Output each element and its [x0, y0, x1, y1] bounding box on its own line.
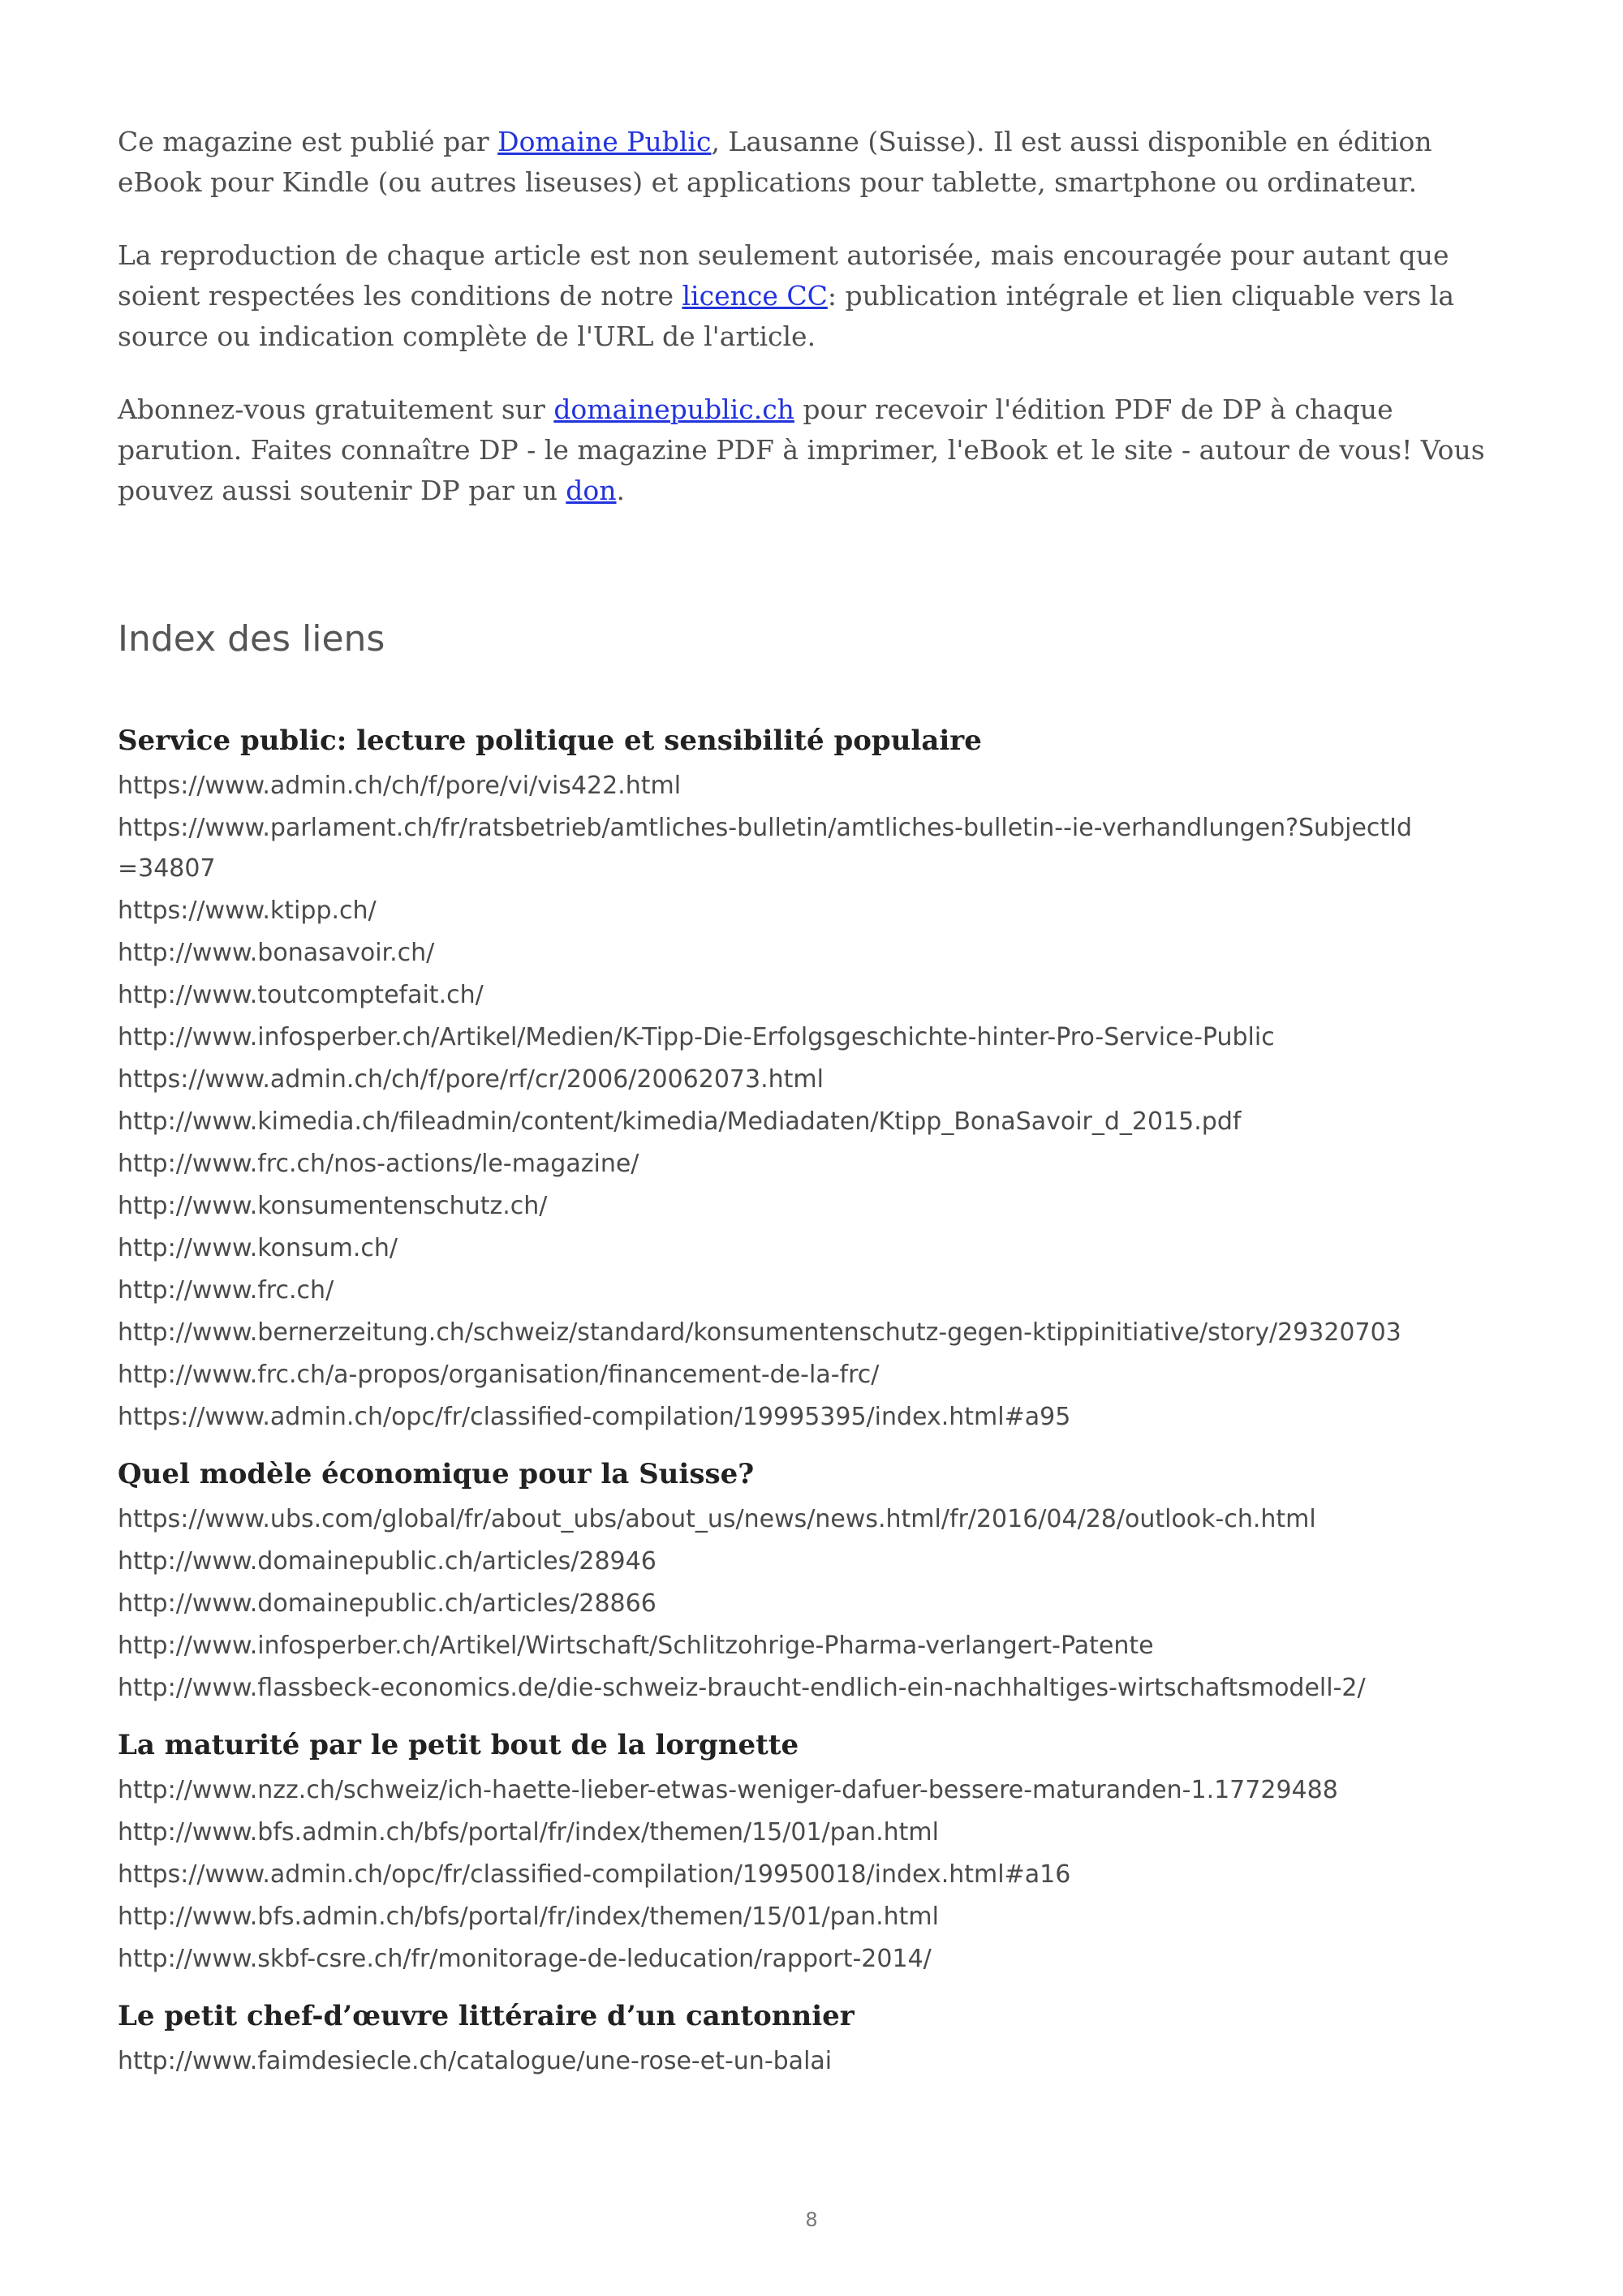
link-list — [118, 2041, 1513, 2082]
section-title: Service public: lecture politique et sensibilité populaire — [118, 724, 982, 757]
section-title: Le petit chef-d’œuvre littéraire d’un cantonnier — [118, 2000, 855, 2032]
link-url[interactable]: http://www.skbf-csre.ch/fr/monitorage-de-leducation/rapport-2014/ — [118, 1945, 932, 1973]
index-section — [118, 1452, 1513, 1709]
index-title: Index des liens — [118, 618, 385, 660]
link-url[interactable]: http://www.bfs.admin.ch/bfs/portal/fr/index/themen/15/01/pan.html — [118, 1903, 939, 1931]
domaine-public-link[interactable]: Domaine Public — [497, 126, 712, 157]
link-url[interactable]: http://www.flassbeck-economics.de/die-schweiz-braucht-endlich-ein-nachhaltiges-wirtschaftsmodell-2/ — [118, 1674, 1366, 1702]
don-link[interactable]: don — [566, 475, 617, 506]
link-url[interactable]: http://www.konsumentenschutz.ch/ — [118, 1192, 548, 1220]
link-url[interactable]: http://www.frc.ch/nos-actions/le-magazine/ — [118, 1150, 639, 1178]
section-title: La maturité par le petit bout de la lorgnette — [118, 1729, 799, 1761]
document-page — [118, 122, 1513, 2096]
link-url[interactable]: http://www.infosperber.ch/Artikel/Wirtschaft/Schlitzohrige-Pharma-verlangert-Patente — [118, 1632, 1154, 1660]
intro-block — [118, 122, 1513, 511]
link-url[interactable]: http://www.kimedia.ch/fileadmin/content/kimedia/Mediadaten/Ktipp_BonaSavoir_d_2015.pdf — [118, 1107, 1242, 1136]
link-url[interactable]: https://www.ktipp.ch/ — [118, 896, 377, 925]
link-url[interactable]: http://www.bernerzeitung.ch/schweiz/standard/konsumentenschutz-gegen-ktippinitiative/story/29320703 — [118, 1318, 1401, 1347]
link-list — [118, 1770, 1513, 1980]
link-url[interactable]: http://www.toutcomptefait.ch/ — [118, 981, 484, 1009]
link-url[interactable]: http://www.faimdesiecle.ch/catalogue/une-rose-et-un-balai — [118, 2047, 833, 2075]
link-url[interactable]: http://www.bonasavoir.ch/ — [118, 939, 435, 967]
link-url[interactable]: http://www.infosperber.ch/Artikel/Medien/K-Tipp-Die-Erfolgsgeschichte-hinter-Pro-Service-Public — [118, 1023, 1275, 1051]
link-list — [118, 766, 1513, 1438]
link-url[interactable]: https://www.parlament.ch/fr/ratsbetrieb/amtliches-bulletin/amtliches-bulletin--ie-verhandlungen?SubjectId=34807 — [118, 814, 1413, 883]
link-url[interactable]: http://www.bfs.admin.ch/bfs/portal/fr/index/themen/15/01/pan.html — [118, 1818, 939, 1847]
intro-paragraph-3: Abonnez-vous gratuitement sur domainepublic.ch pour recevoir l'édition PDF de DP à chaque parution. Faites connaître DP - le magazine PDF à imprimer, l'eBook et le site - autour de vous! Vous pouvez aussi soutenir DP par un don. — [118, 393, 1485, 506]
link-url[interactable]: https://www.admin.ch/ch/f/pore/vi/vis422.html — [118, 772, 682, 800]
link-url[interactable]: http://www.domainepublic.ch/articles/28866 — [118, 1589, 657, 1618]
link-url[interactable]: http://www.nzz.ch/schweiz/ich-haette-lieber-etwas-weniger-dafuer-bessere-maturanden-1.17729488 — [118, 1776, 1338, 1804]
page-number: 8 — [805, 2208, 818, 2231]
link-url[interactable]: https://www.admin.ch/opc/fr/classified-compilation/19995395/index.html#a95 — [118, 1403, 1071, 1431]
link-url[interactable]: https://www.admin.ch/ch/f/pore/rf/cr/2006/20062073.html — [118, 1065, 824, 1094]
index-sections — [118, 719, 1513, 2082]
domainepublic-link[interactable]: domainepublic.ch — [553, 393, 794, 425]
section-title: Quel modèle économique pour la Suisse? — [118, 1458, 755, 1490]
link-list — [118, 1499, 1513, 1709]
link-url[interactable]: http://www.frc.ch/a-propos/organisation/financement-de-la-frc/ — [118, 1361, 880, 1389]
index-section — [118, 719, 1513, 1438]
intro-paragraph-2: La reproduction de chaque article est non seulement autorisée, mais encouragée pour autant que soient respectées les conditions de notre licence CC: publication intégrale et lien cliquable vers la source ou indication complète de l'URL de l'article. — [118, 239, 1455, 352]
link-url[interactable]: https://www.ubs.com/global/fr/about_ubs/about_us/news/news.html/fr/2016/04/28/outlook-ch.html — [118, 1505, 1316, 1533]
link-url[interactable]: http://www.domainepublic.ch/articles/28946 — [118, 1547, 657, 1576]
link-url[interactable]: http://www.konsum.ch/ — [118, 1234, 398, 1262]
link-url[interactable]: http://www.frc.ch/ — [118, 1276, 334, 1305]
licence-cc-link[interactable]: licence CC — [682, 280, 828, 312]
index-section — [118, 1723, 1513, 1980]
index-section — [118, 1994, 1513, 2082]
intro-paragraph-1: Ce magazine est publié par Domaine Public, Lausanne (Suisse). Il est aussi disponible en édition eBook pour Kindle (ou autres liseuses) et applications pour tablette, smartphone ou ordinateur. — [118, 126, 1432, 198]
link-url[interactable]: https://www.admin.ch/opc/fr/classified-compilation/19950018/index.html#a16 — [118, 1860, 1071, 1889]
